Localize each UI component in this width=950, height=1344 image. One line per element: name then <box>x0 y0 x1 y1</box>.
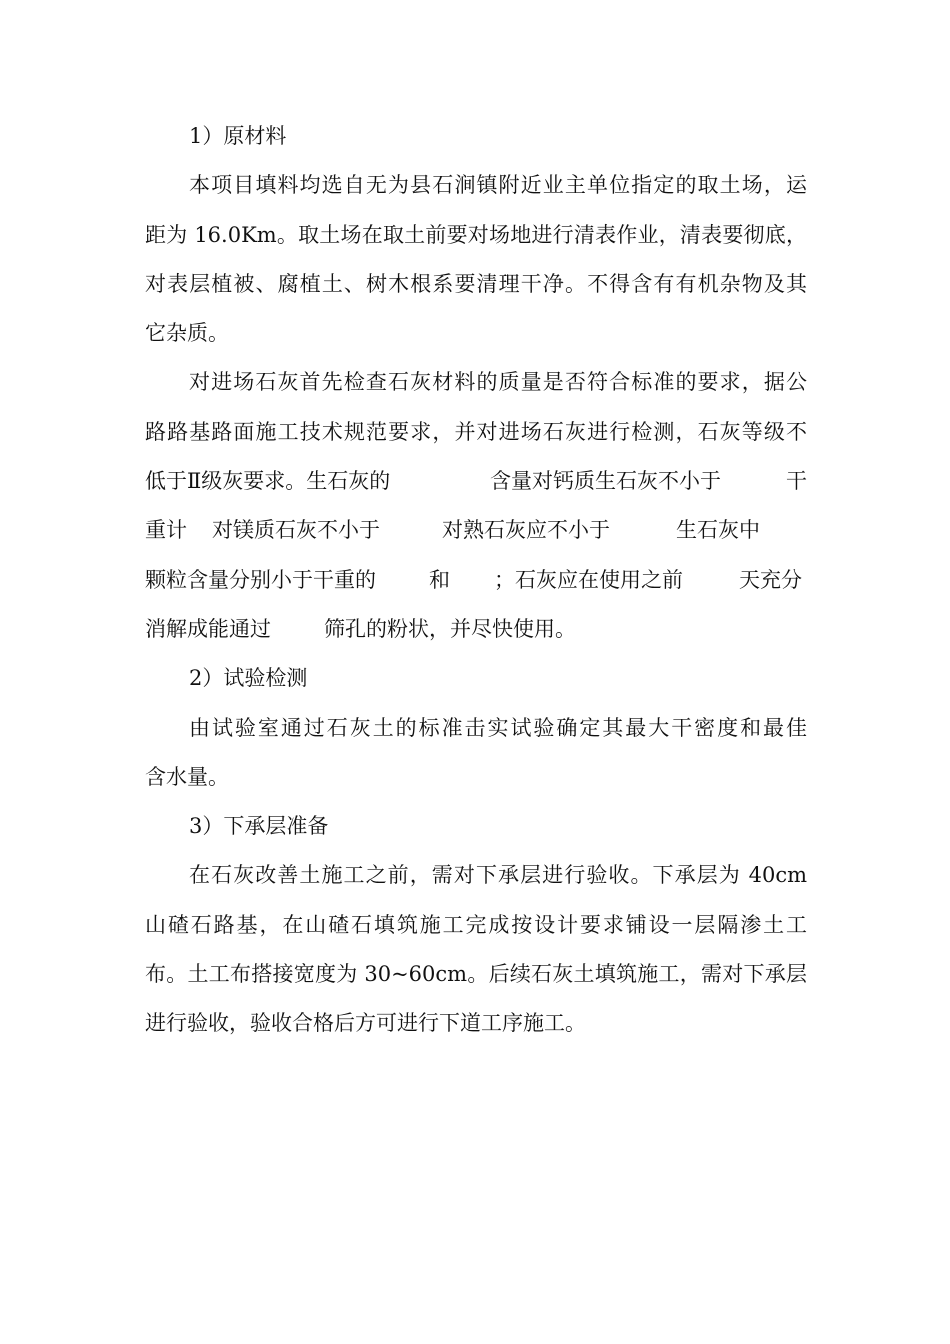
paragraph-line: 含水量。 <box>145 764 229 789</box>
section-heading-base-prep: 3）下承层准备 <box>189 814 329 839</box>
paragraph-line-gapped <box>145 457 807 506</box>
text-segment: 天充分 <box>739 567 802 592</box>
text-segment: 含量对钙质生石灰不小于 <box>490 469 721 494</box>
section-heading-testing: 2）试验检测 <box>189 666 308 691</box>
section-heading-raw-materials: 1）原材料 <box>189 124 287 148</box>
text-segment: 筛孔的粉状，并尽快使用。 <box>324 616 576 641</box>
paragraph-line: 它杂质。 <box>145 321 229 346</box>
text-segment: 低于Ⅱ级灰要求。生石灰的 <box>145 469 391 494</box>
document-page <box>145 112 807 1049</box>
paragraph-line: 由试验室通过石灰土的标准击实试验确定其最大干密度和最佳 <box>189 715 807 740</box>
paragraph-line-gapped <box>145 556 807 605</box>
paragraph-line: 对进场石灰首先检查石灰材料的质量是否符合标准的要求，据公 <box>189 370 807 395</box>
paragraph-line: 在石灰改善土施工之前，需对下承层进行验收。下承层为 40cm <box>189 863 807 888</box>
text-segment: 消解成能通过 <box>145 616 271 641</box>
paragraph-line-gapped <box>145 605 807 654</box>
paragraph-line-gapped <box>145 506 807 555</box>
text-segment: 生石灰中 <box>676 518 760 543</box>
text-segment: 重计 <box>145 518 187 543</box>
paragraph-line: 本项目填料均选自无为县石涧镇附近业主单位指定的取土场，运 <box>189 173 807 198</box>
text-segment: 颗粒含量分别小于干重的 <box>145 567 376 592</box>
paragraph-line: 进行验收，验收合格后方可进行下道工序施工。 <box>145 1011 586 1036</box>
paragraph-line: 布。土工布搭接宽度为 30~60cm。后续石灰土填筑施工，需对下承层 <box>145 962 807 987</box>
text-segment: 和 <box>429 567 450 592</box>
paragraph-line: 山碴石路基，在山碴石填筑施工完成按设计要求铺设一层隔渗土工 <box>145 912 807 937</box>
text-segment: 对镁质石灰不小于 <box>212 518 380 543</box>
paragraph-line: 对表层植被、腐植土、树木根系要清理干净。不得含有有机杂物及其 <box>145 271 807 296</box>
paragraph-line: 路路基路面施工技术规范要求，并对进场石灰进行检测，石灰等级不 <box>145 419 807 444</box>
text-segment: 对熟石灰应不小于 <box>442 518 610 543</box>
text-segment: ；石灰应在使用之前 <box>494 567 683 592</box>
paragraph-line: 距为 16.0Km。取土场在取土前要对场地进行清表作业，清表要彻底， <box>145 222 807 247</box>
text-segment: 干 <box>786 469 807 494</box>
